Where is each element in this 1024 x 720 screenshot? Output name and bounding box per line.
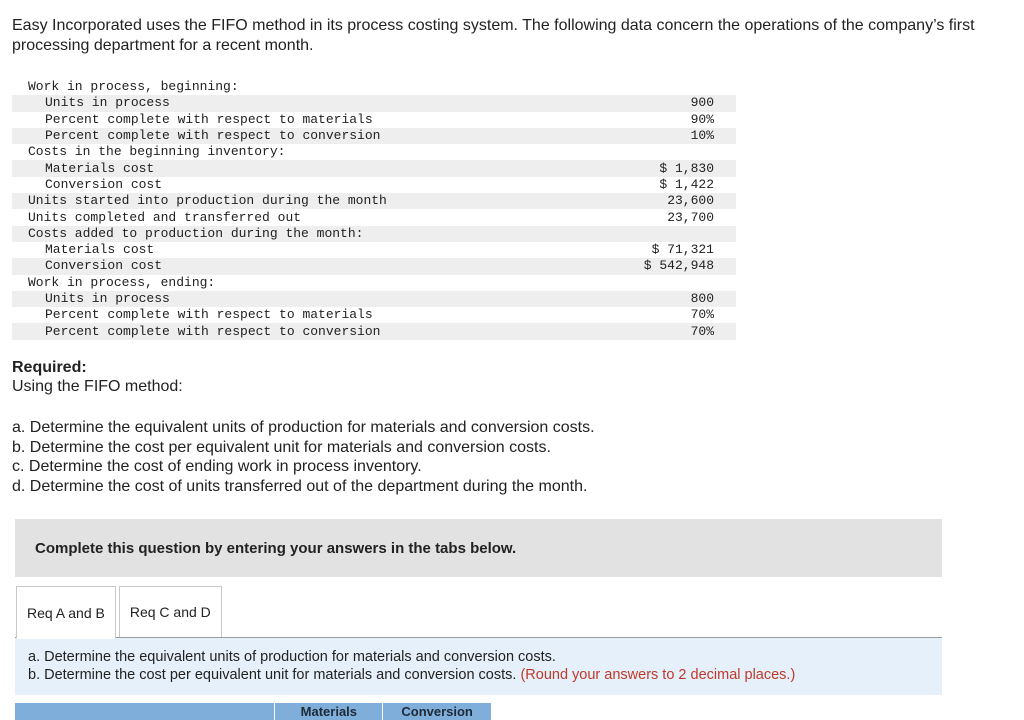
data-row <box>12 144 736 160</box>
data-row-label: Percent complete with respect to conversion <box>12 128 584 144</box>
answer-table-header <box>15 703 491 720</box>
answer-header-blank <box>15 703 274 720</box>
data-row-label: Conversion cost <box>12 258 584 274</box>
data-row-label: Percent complete with respect to conversion <box>12 323 584 339</box>
data-table <box>12 79 736 340</box>
data-row-label: Work in process, ending: <box>28 274 216 290</box>
data-row <box>12 307 736 323</box>
required-task-list <box>12 418 595 497</box>
data-row-label: Units started into production during the month <box>12 193 584 209</box>
tab-bar <box>16 586 225 638</box>
data-row <box>12 177 736 193</box>
task-d: d. Determine the cost of units transferred out of the department during the month. <box>12 478 588 496</box>
panel-line-b <box>28 667 942 685</box>
data-row-value: 23,600 <box>584 193 736 209</box>
data-row-label: Units in process <box>12 291 584 307</box>
data-row-value: $ 71,321 <box>651 242 714 258</box>
data-row <box>12 258 736 274</box>
data-row-value: 70% <box>584 323 736 339</box>
required-method: Using the FIFO method: <box>12 378 183 395</box>
data-row-value <box>584 144 736 160</box>
data-row <box>12 209 736 225</box>
data-row <box>12 226 736 242</box>
data-row-value: 10% <box>584 128 736 144</box>
panel-line-a: a. Determine the equivalent units of production for materials and conversion costs. <box>28 649 556 665</box>
data-row-label: Conversion cost <box>45 176 163 192</box>
data-row-label: Costs added to production during the month: <box>12 226 584 242</box>
data-row <box>12 193 736 209</box>
data-row-value <box>584 226 736 242</box>
tab-req-a-and-b[interactable]: Req A and B <box>16 586 116 639</box>
data-row-value: 90% <box>690 111 714 127</box>
data-row <box>12 242 736 258</box>
data-row <box>12 128 736 144</box>
task-c: c. Determine the cost of ending work in process inventory. <box>12 458 422 476</box>
required-heading: Required: <box>12 359 87 376</box>
data-row-value: 900 <box>584 95 736 111</box>
data-row <box>12 275 736 291</box>
data-row <box>12 323 736 339</box>
task-a: a. Determine the equivalent units of production for materials and conversion costs. <box>12 419 595 436</box>
materials-column-header: Materials <box>274 703 382 720</box>
data-row-label: Materials cost <box>45 242 155 258</box>
instructions-banner <box>15 519 942 577</box>
tab-panel <box>15 638 942 695</box>
data-row-value: $ 1,422 <box>659 176 714 192</box>
data-row-value: $ 542,948 <box>584 258 736 274</box>
data-row <box>12 95 736 111</box>
problem-intro: Easy Incorporated uses the FIFO method in its process costing system. The following data concern the operations of the company’s first processing department for a recent month. <box>12 17 975 54</box>
data-row <box>12 79 736 95</box>
tab-req-c-and-d[interactable]: Req C and D <box>119 586 222 638</box>
data-row-value: $ 1,830 <box>584 160 736 176</box>
instructions-text: Complete this question by entering your answers in the tabs below. <box>35 539 517 557</box>
data-row-label: Costs in the beginning inventory: <box>28 144 286 160</box>
data-row <box>12 291 736 307</box>
panel-line-b-text: b. Determine the cost per equivalent unit for materials and conversion costs. <box>28 666 517 683</box>
data-row <box>12 160 736 176</box>
data-row-label: Units completed and transferred out <box>28 209 302 225</box>
data-row-value: 23,700 <box>667 209 714 225</box>
data-row <box>12 112 736 128</box>
rounding-note: (Round your answers to 2 decimal places.) <box>520 666 796 683</box>
data-row-value <box>584 275 736 291</box>
task-b: b. Determine the cost per equivalent unit for materials and conversion costs. <box>12 438 551 456</box>
data-row-value: 70% <box>690 307 714 323</box>
data-row-label: Percent complete with respect to materials <box>45 111 373 127</box>
data-row-value <box>584 79 736 95</box>
data-row-label: Units in process <box>12 95 584 111</box>
conversion-column-header: Conversion <box>382 703 491 720</box>
data-row-label: Materials cost <box>12 160 584 176</box>
data-row-label: Work in process, beginning: <box>28 79 239 95</box>
data-row-label: Percent complete with respect to materials <box>45 307 373 323</box>
data-row-value: 800 <box>584 291 736 307</box>
